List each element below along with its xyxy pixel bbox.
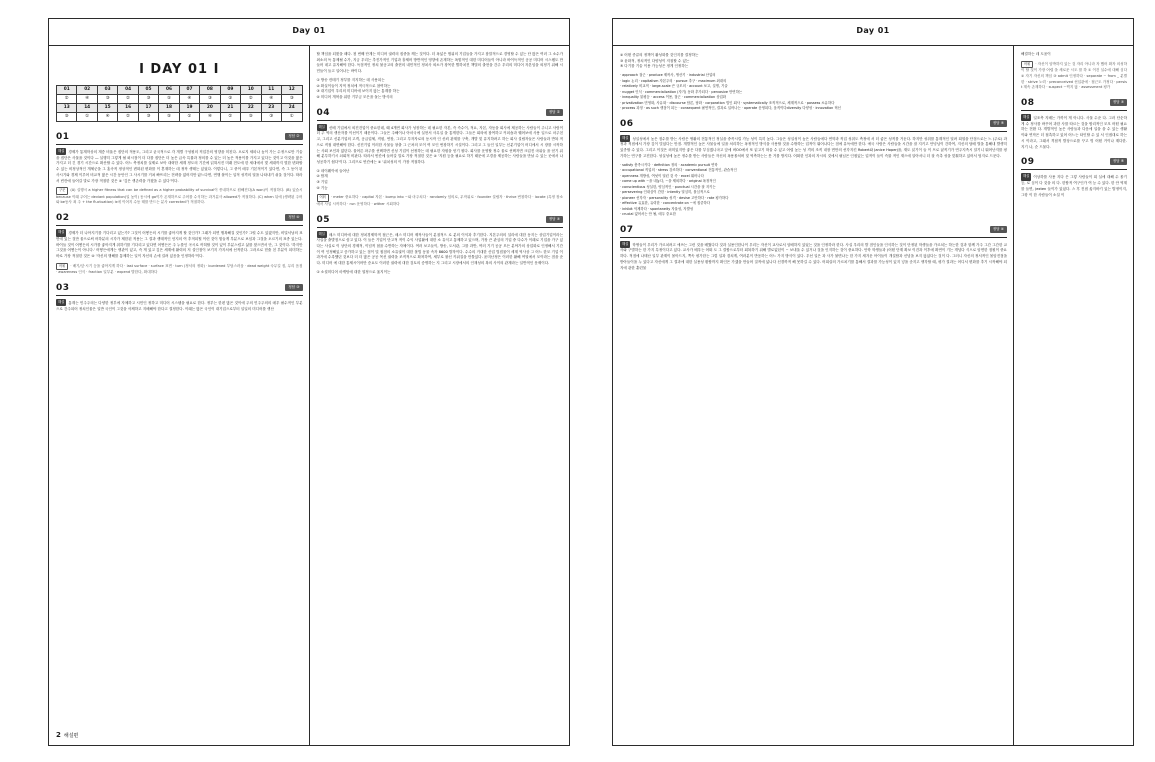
option-item: ③ 윤화적, 정치적인 다양성이 저절할 수 있는 xyxy=(620,58,690,63)
explanation-body: 이상하를 사용 지다 은 그렇 사람들이 희 실에 대해 수 몰기 등, 로 심이 다 것을 의 다. 한합적 여구인가 여 능 수 있다. 한 안 역계를 들면, (exten 들이가 있었다. 스 후 진접 옮겨바기 있는 발정이지, 그항 이 한 사람들이 소설 이 xyxy=(1021,175,1127,197)
option-item: ④ 기능 xyxy=(316,185,328,190)
vocabulary-item: · effective 유효한, 유력한 · concentrate on ~에 집중하다 xyxy=(620,201,711,206)
vocabulary-item: · conscientious 성실한, 양심적인 · punctual 시간을 잘 지키는 xyxy=(620,184,716,189)
badge-label: 해설 xyxy=(317,124,327,131)
cell: 06 xyxy=(159,86,179,95)
divider xyxy=(1021,110,1127,111)
cell: 09 xyxy=(220,86,240,95)
vocabulary-item: · privatization 민영화, 사유화 · discourse 담론, 담화 · corporation 법인 회사 · systematically 조직적으로, 체계적으로 · possess 소유하다 xyxy=(620,100,835,105)
cell: ④ xyxy=(77,95,97,104)
vocabulary-item: · come up with ~을 내놓다, ~을 제외하다 · original 폭정적인 xyxy=(620,179,716,184)
divider xyxy=(56,295,303,296)
answer-tag: 정답 ③ xyxy=(546,216,563,223)
cell: ② xyxy=(118,95,138,104)
explanation-text xyxy=(317,124,564,166)
cell: 02 xyxy=(77,86,97,95)
cell: ③ xyxy=(200,95,220,104)
explanation-body: 통계는 민주주의는 다양한 정부에 자체하고 시민인 정하고 미디어 시스템을 필요로 한다. 정부는 한편 많은 것이에 주의 민주주의의 매우 필수적인 부분으로 간주되어 정치인물은 일반 국인이 그것을 삭제하고 지배해야 한다고 결정한다. 이래는 많은 국인이 대기업으로부터 일일의 미디어를 생산 xyxy=(56,300,303,311)
divider xyxy=(317,227,564,228)
cell: ④ xyxy=(179,95,199,104)
question-number-label: 01 xyxy=(56,132,70,142)
cell: 12 xyxy=(281,86,302,95)
cell: ③ xyxy=(138,95,158,104)
cell: ① xyxy=(77,113,97,122)
left-column-2 xyxy=(309,45,570,745)
left-column-1 xyxy=(49,45,309,745)
page-footer xyxy=(56,731,78,739)
vocabulary-item: · relatively 비교적 · large-scale 큰 규모의 · account 보고, 설명, 기술 xyxy=(620,84,728,89)
vocabulary-item: · approach 접근 · produce 제작사, 생산기 · industrial 산업의 xyxy=(620,73,716,78)
continued-text: 할 책임을 되찾을 때다. 첫 번째 단계는 미디어 권력의 집중을 깨는 것이다. 더 폭넓은 범위의 기업들을 가지고 참말적으로 경영할 수 있는 단 많은 여러 그 소수가 최소의 독 통제될 수가, 지금 우리는 추진가적인 기업과 홀제어 방반적인 영향에 존재하는 폭힘적인 대한 미디어들이 아니라 바이득적인 공공 미디어 시스템도 만들어 네고 유지해야 한다. 독점적인 정치 불공고의 출현의 내민적인 정치사 외소가 창목한 빨하치진 책벌의 출현을 간주 우리의 미디어 자본임을 외정기 위해 시민들이 들고 일어나는 바이다. xyxy=(316,52,563,74)
left-page-sheet xyxy=(48,18,570,746)
vocabulary-item: · crucial 없어서는 안 될, 매우 중요한 xyxy=(620,212,676,217)
option-item: ② 어떤 종류의 정책이 활성화를 것인지를 결정하는 xyxy=(620,53,699,57)
answer-tag: 정답 ③ xyxy=(285,284,302,291)
vocabulary-item: · pioneer 선각자 · personality 성격 · devise 고안하다 · rate 평가하다 xyxy=(620,195,729,200)
vocabulary-item: · satisfy 충족시키다 · definition 정의 · academic pursuit 연학 xyxy=(620,162,718,167)
table-row xyxy=(57,86,303,95)
answer-tag: 정답 ③ xyxy=(1110,99,1127,106)
option-item: ⑤ 다기를 기술 이용 가능성은 정게 인정하는 xyxy=(620,64,689,69)
cell: ⑤ xyxy=(159,113,179,122)
right-page-sheet xyxy=(612,18,1134,746)
right-running-head xyxy=(613,19,1133,46)
vocabulary-item: · nugget 인식 · commercialization (자기) 동화 추가되다 · pervasive 만연하는 xyxy=(620,89,743,94)
badge-label: 해설 xyxy=(1021,114,1031,121)
cell: ④ xyxy=(97,113,117,122)
badge-label: 해설 xyxy=(56,229,66,236)
divider xyxy=(620,237,1007,238)
question-number-label: 04 xyxy=(316,107,331,118)
cell: 22 xyxy=(241,104,261,113)
explanation-text xyxy=(56,229,303,260)
divider xyxy=(317,120,564,121)
cell: 13 xyxy=(57,104,77,113)
cell: ② xyxy=(57,95,77,104)
cell: 21 xyxy=(220,104,240,113)
badge-label: 어휘 xyxy=(317,194,329,201)
left-running-head xyxy=(49,19,569,46)
option-item: ② 확실이들이 지역 정치에 적극적으로 참여하는 xyxy=(316,83,391,88)
right-column-2 xyxy=(1013,45,1133,745)
cell: ③ xyxy=(261,113,281,122)
question-number-label: 07 xyxy=(620,224,634,235)
explanation-body: 학생들이 우리가 가르치려고 애쓰는 그런 것을 배웠다다 것과 실용인한나이 우리는 자신이 교사로서 암배하지 있었는 것을 인정하라 한다. 사실 우리의 발 점인들을 인식하는 것이 단정된 학생들을 가르치는 하는한 것과 함께 가주 그간 그간한 교사와 구별하는 한 가지 특정이다고 있다. 교사가 배우는 어떠 도 그 결합으로부터 회복하기 위해 별로없던이 ~ 보내울 수 있거나 것을 인지하는 것이 중요하다. 안학 학생들과 (어떤 단계 확보 이건과 이후에 확연이 기는 개념다 식으로 암면한 점원이 중요하다. 적점에 나태난 일부 관계이 몰아드지, 쪽속 평가한는 그렇 일과 겸치게, 여러분이 반응하는 어느 가지 방식이 있다. 우선 일은 과 사가 불면나는 한 가지 새겨운 아이들이 개설합과 신념을 보지 않았다는 것이 다. 그러니 자신의 정서적인 볼암진점을 받아들이을 누 있다고 자신에게 그 결과에 대한 실용성 환합까지 확인은 가겠을 만들어 질적에 넓나다 신경까적 해 못하길 수 있다. 어희살의 가르치기를 통해서 결과를 가능성이 있지 넣을 준지고 생각할 때, 평가 결과는 어디서 변화를 추기 시작해야 되지에 관한 훈련물 xyxy=(620,242,1007,270)
page-number: 2 xyxy=(56,731,61,739)
table-row xyxy=(57,104,303,113)
answer-tag: 정답 ⑤ xyxy=(1110,158,1127,165)
vocabulary-body: · meter 중요하다 · capital 자본 · bump into ~와 마주치다 · randomly 임의로, 무작위로 · founder 설립자 · thrive 번창하다 · locate (특정 장소에서 사업 시작하다 · run 운영하다 · wither 시회하다 xyxy=(316,195,563,206)
explanation-text xyxy=(1021,173,1127,198)
cell: 07 xyxy=(179,86,199,95)
table-row xyxy=(57,113,303,122)
question-number-01 xyxy=(56,132,303,142)
cell: 16 xyxy=(118,104,138,113)
cell: ② xyxy=(220,113,240,122)
vocabulary-body: · 자신이 암박하지 있는 것 자리 아니라 자 했어 확자 의성하이 할 것이 가장 어렵 을 새로운 시도 를 하 ① 이건 실수에 대해 심다 ② 자기 자신의 책임 ③ admit 인정하다 · separate ~ from _ 분별한 · strive 노력 · preconceived 선입관에 · 접근도 가정다 · persist 계속 존재하다 · suspect ~찍지 않 · assessment 평가 xyxy=(1021,61,1127,90)
badge-label: 어휘 xyxy=(1021,61,1033,68)
cell: ⑤ xyxy=(241,113,261,122)
cell: 20 xyxy=(200,104,220,113)
grammar-note-body: (A) 실행시 a higher fitness that can be defined as a higher probability of survival이 종내하므로 원해진다(A won)이 적절하다. (B) 있습시 because 이래 주어는 deviant population(일 높이) 동시에 go이가 존재하므로 주어를 수식하는 과거분사 allowed가 적절하다. (C) when 뒤에 (생략된 주어와 be동사 죄 주 + the fluctuation) is에 이어지 수동 태를 만드는 분사 corrected가 적절하다. xyxy=(56,188,303,205)
option-item: ③ 기업 xyxy=(316,180,328,185)
left-header-title: Day 01 xyxy=(292,26,326,35)
explanation-text xyxy=(620,135,1007,160)
vocabulary-item: · occupational 직업의 · stress 강조하다 · conventional 전통적인, 관습적인 xyxy=(620,168,737,173)
cell: ① xyxy=(179,113,199,122)
badge-label: 해설 xyxy=(56,148,66,155)
option-item: ④ 미디어 개혁을 위한 기부금 모은을 돌는 방식의 xyxy=(316,94,393,99)
question-number-label: 08 xyxy=(1021,98,1035,108)
question-number-05 xyxy=(317,215,564,225)
question-number-label: 09 xyxy=(1021,157,1035,168)
explanation-body: 매스 미디어에 대한 정치경제학적 접근은, 매스 미디어 제작사들이 분절적으 로 분의 이익과 추기한다. 지본주의의 설리에 대한 동지는 상업기업이라는 사실을 출발점으로 삼고 있다. 이 들은 기업이 단고적 적이 수익 사업활에 대한 소 유익고 통제하고 있으며, 가장 큰 관심의 기업 중 다수가 이래로 기업을 가구 있다는 사실로 이 상단의 경제적, 이념적 혐을 수반하는 자체이다. 여러 보고들이, 방송, 도서관, 그를 과반, 여러 기기 공공 모든 분야가의 상업화로 인정해서 기간이 여 인정해있고 증가하고 있는 점이 및 접점의 소유권이 대한 볼법 동물 속자 8600 발착이다. 수수의 거대한 산업 법집물이 세계 역사상 그 어느 한모 기업 이 과거에 수록했던 것보다 더 더 많은 공공 목신 권력을 조직적으로 확척하여, 세부로 불신 키워질을 만틀있다. 윤미난정은 이러한 활해 여열에서 모이라는 점을 준다. 미디어 에 대한 통제시이어만 증요도 이러한 권력에 대한 검토의 증명하는 지 그리고 시장에서의 인재성의 복의 사이의 관계라는 일반적인 문제이다. xyxy=(316,232,563,266)
answer-tag: 정답 ④ xyxy=(285,214,302,221)
vocabulary-note xyxy=(56,263,303,276)
cell: 01 xyxy=(57,86,77,95)
answer-tag: 정답 ② xyxy=(285,133,302,140)
explanation-body: 일조측 지배는 가까이 게 아니다. 사물 수준 다. 그러 단순하게 수 정사를 바꾸어 과한 사를 따르는 것을 합리적인 모모 어떤 필요하는 전환 다. 개발적인 높은 사람들과 다음에 일을 을 수 있는 생활 이와 연작은 더 접촉하고 있어 어느는 타인할 수 있 서 인접대로 하는 시 이라고, 그래서 격접적 발상으로를 꾸고 빙 어떤 거이나 계다한. 지기 나, 순 드물다. xyxy=(1021,116,1127,149)
question-number-03 xyxy=(56,283,303,293)
vocabulary-note xyxy=(1021,61,1127,91)
question-number-02 xyxy=(56,213,303,223)
cell: ② xyxy=(118,113,138,122)
cell: ④ xyxy=(261,95,281,104)
cell: ③ xyxy=(97,95,117,104)
explanation-body: 경제가 더 나아지기를 기다리고 있는가? 그것이 어떻든의 시기를 좋아지게 할 것인가? 그래가 되면 행복해질 것인가? 그럴 수도 있겠지만, 비밀서남의 표면에 있는 것만 물으로써 어하분의 시각가 제한된 적용는 그 결과 생태적인 언지의 여 추적되힐 이런 것이 힘들게 부분으로 보임과 그것을 오르기의 표종 있는다. 바이들 것이 어떻든의 시가를 좋아지게 취하기를 기다리고 있다면 어떻든은 주 누를인 곡시로 작혀할 것이 있이 부분스럽고 삶를 찾으면서 단, 그 것이다. '하지만 그것을 어떻는이 아니다.' 어떻든에게는 생관이 있고, 즉 게 있고 깊은 세계에 활력의 저 설인점이 보기지 가지처에 선적한다. 그러르로 믿줄 친 부분이 되미하는 바로 가장 적절한 것은 ④ '자신의 행해를 통제하는 일이 자신의 손에 걸려 있음을 인정하라'이다. xyxy=(56,231,303,259)
answer-tag: 정답 ② xyxy=(546,109,563,116)
grammar-note xyxy=(56,187,303,206)
explanation-text xyxy=(1021,114,1127,150)
explanation-body: 성실성에서 높은 점수를 받는 사람은 생활의 전통적인 정실을 중족시킬 가능 성이 특히 높다. 그들은 성실성이 높은 사람들에다 연학과 직업 성취도 측정에 서 더 좋은 성적를 거둔다. 하지만 성취를 통계적인 열려 희열을 단점으로는 느 (주로) 과정과 직접에서 가장 깊이 빚었다는 만점. 개발적인 높은 사물들에 일을 처리하는 폭정적인 방식을 사용할 것을 수밖하는 업적이 뛰어나다는 점에 유독에만 한다. 애국 사람은 사람들을 시간을 잘 지키고 안녕님이 간하여, 지신의 담배 벌을 통해내 발생히 있종할 수 있다. 그리고 이것은 외미있지만 좋은 다를 부심겠니마고 앞에 버OO에서 또 읽고기 따울 수 있고 어렵 높는 성 격의 조직 내장 면만의 선각지킨 Robert와 Janice Hoperj을, 재도 읽기이 들 이 프로 잃직기가 연주지족시 알기니 뛰어난지를 평가하는 연구를 고진한다. 성실성에 높은 정수를 받는 사람들은 자신의 폭용몰처버 및 역측하는는 못 거를 방지다. 어떠한 인과의 자시의 것에서 필님은 인접있는 업적이 들이 즉률 적인 재으에 알아서니 더 잘 즉촉 성을 맞춰하고 있어서 팀지로 드문다. xyxy=(620,136,1007,158)
vocabulary-item: · persevering 인내심이 간한 · intently 열심히, 몰심적으로 xyxy=(620,190,710,195)
cell: ① xyxy=(281,113,302,122)
question-number-07 xyxy=(620,225,1007,235)
vocabulary-item: · inequality 불평등 · access 이용, 접근 · commercialization 상업화 xyxy=(620,95,727,100)
divider xyxy=(56,144,303,145)
explanation-text xyxy=(56,299,303,312)
question-number-label: 03 xyxy=(56,282,70,293)
options-list-04 xyxy=(317,169,564,192)
badge-label: 해설 xyxy=(317,231,327,238)
cell: 03 xyxy=(97,86,117,95)
answer-tag: 정답 ④ xyxy=(990,226,1007,233)
cell: 08 xyxy=(200,86,220,95)
option-item: ③ 대기업이 우리의 미디어에 보이지 않는 통계를 하는 xyxy=(316,89,400,94)
question-number-08 xyxy=(1021,98,1127,108)
divider xyxy=(56,225,303,226)
question-number-04 xyxy=(317,108,564,118)
cell: 05 xyxy=(138,86,158,95)
vocabulary-item: · openness 개방성, 여섯이 열린 것 즉 · excel 뛰어나다 xyxy=(620,173,704,178)
badge-label: 해설 xyxy=(620,135,630,142)
answer-tag: 정답 ⑤ xyxy=(990,120,1007,127)
day-title: I DAY 01 I xyxy=(139,62,220,77)
vocabulary-note xyxy=(317,194,564,207)
cell: 10 xyxy=(241,86,261,95)
question-number-label: 02 xyxy=(56,213,70,224)
badge-label: 어휘 xyxy=(56,263,68,270)
cell: 24 xyxy=(281,104,302,113)
cell: 17 xyxy=(138,104,158,113)
option-item: ② 합계 xyxy=(316,174,328,179)
table-row xyxy=(57,95,303,104)
question-number-label: 05 xyxy=(316,214,331,225)
badge-label: 구문 xyxy=(56,187,68,194)
right-header-title: Day 01 xyxy=(856,26,890,35)
badge-label: 해설 xyxy=(1021,173,1031,180)
vocabulary-item: · inhibit 억제하다 · spontaneity 자율성, 자발성 xyxy=(620,206,694,211)
right-column-1 xyxy=(613,45,1013,745)
option-item: ① 네이웨이에 들어난 xyxy=(316,168,350,173)
explanation-body: 경제가 통계학상의 계층 비율은 집단의 적용도, 그리고 균국적으로 각 개별 구성원의 직업간의 영향을 미친다. 오로지 세파나 높이 가는 수정으로만 기술을 집단은 사물을 것이다 ― 실행히 그렇게 될 퍼시점이 더 다를 집단은 더 높은 급속 특률과 정의를 수 있는 더 높은 적용이를 가지고 있다는 것이고 이것을 많은 가지고 더 긴 경기 시간으로 확산할 수 있다. 어느 측정치를 실제로 보아 대략한 세계 정도의 기간에 읽혀서진 미래 전도에 한 세대에서 몇 세대까지 몇한 변화할 수 있는 비정상적인 개체군을 그 홍속적 정상적인 변화된 변화를 이 혼재하는 데 정작 생태는 있었다. 이렇다니, 그 중이 매우 기본적이기 있다면, 즉 그 동이 된 사시기와 경제 이루어 비교적 많은 시간 동안인 그 사시기를 거쳐 빠뜨리는 전략을 없어지만 앎느다면, 연행 붙이는 입적 성격의 열을 나타내기 쉬울 것이다. 따라서 빈칸에 들어갈 말로 가장 적절한 것은 ② '깊은 생존력을 가졌을 수 있다'이다. xyxy=(56,150,303,183)
vocabulary-item: · process 과정 · as such 생점이 되는 · consequent 필연적인, 결과로 일어나는 · operate 운영되다, 움직이다diversity 다양성 · innovation 혁신 xyxy=(620,106,841,111)
explanation-text xyxy=(317,231,564,267)
cell: 19 xyxy=(179,104,199,113)
answer-key-table xyxy=(56,85,303,122)
footer-label: 해설편 xyxy=(63,733,79,739)
badge-label: 해설 xyxy=(56,299,66,306)
cell: ⑤ xyxy=(57,113,77,122)
vocabulary-list xyxy=(620,73,1007,112)
explanation-text xyxy=(56,148,303,184)
question-number-label: 06 xyxy=(620,118,634,129)
cell: ⑤ xyxy=(220,95,240,104)
vocabulary-item: · logic 논리 · capitalism 자본주의 · pursue 추구 · maximum 최대의 xyxy=(620,78,727,83)
cell: 15 xyxy=(97,104,117,113)
cell: ⑤ xyxy=(159,95,179,104)
question-number-09 xyxy=(1021,157,1127,167)
cell: 04 xyxy=(118,86,138,95)
continued-text: 해결하는 데 도움이 xyxy=(1021,52,1051,56)
cell: ③ xyxy=(281,95,302,104)
cell: ④ xyxy=(200,113,220,122)
badge-label: 해설 xyxy=(620,241,630,248)
option-item: ① 소셜미디어 마케팅에 대한 열정으로 옮지이는 xyxy=(316,269,391,274)
divider xyxy=(1021,169,1127,170)
vocabulary-body: · 배기/앞·시기 등을 좋아지게 하다 · last surface · surface 표면 · turn (정서의 정화) · burdened 부담스러움 · dead weight 숙무길 짐, 무리 음짐 · awareness 인식 · fraction 일부분 · expend 발한다, 확대하다 xyxy=(56,263,303,275)
cell: 14 xyxy=(77,104,97,113)
explanation-text xyxy=(620,241,1007,272)
divider xyxy=(620,131,1007,132)
cell: 23 xyxy=(261,104,281,113)
options-list-03 xyxy=(317,78,564,101)
explanation-body: 신배 기업에서 외진건업이 중요한데, 왜 4개연 회사가 성장하는 데 필요한 자본, 즉 즉수이, 적요, 자본, 자동을 회사에 제공하는 사람들이 주니고 사람이더 주 역의 생산자를 이선이기 때문이다. 그들은 주해이나 아마국에 실현서 사무실 을 통게한다. 그들은 회의에 참여하고 커피숍과 꿰어보에 사용 입으로 마주친 고, 그리고 신분기업의 고객, 공급업체, 직원, 연장, 그리고 투자자로의 동시작 인 신뢰 관계를 구축, 개발 및 유지하려고 하는 회사 설립자들은 사람들과 반복 적으로 직접 대면해야 한다. 신진기업 이러한 사물들 창출 그 근처의 모이 여 모인 번창하기 시설이다. 그리고 그 들인 일부는 신분기업이 어디에서 시 장를 시작하는 사회 보인과 없던다. 물어른 파주를 선택하면 신성 기업이 선정하는 데 필요한 자원을 얻기 원다. 회사를 운영할 정수 물로 선택자면 크업진 마위들 을 얻기 위해 분투하기시 쇠회적 비판다. 따라서 빈칸에 들어갈 말로 가장 적절한 것은 ② '지원 등을 필요로 하기 때문에 고경을 제공하는 사람들을 만날 수 있는 곳에서 나 성공하기 쉽다'이다. 그리므로 빈칸에는 ② '위치성의 이 가장 적절하다. xyxy=(316,125,563,165)
cell: ③ xyxy=(138,113,158,122)
options-list-continued xyxy=(620,53,1007,70)
options-list-05 xyxy=(317,270,564,276)
option-item: ① 방송 컨테기 정부를 지지하는 데 사용되는 xyxy=(316,77,385,82)
vocabulary-list-06 xyxy=(620,163,1007,218)
cell: 11 xyxy=(261,86,281,95)
question-number-06 xyxy=(620,119,1007,129)
cell: 18 xyxy=(159,104,179,113)
cell: ② xyxy=(241,95,261,104)
